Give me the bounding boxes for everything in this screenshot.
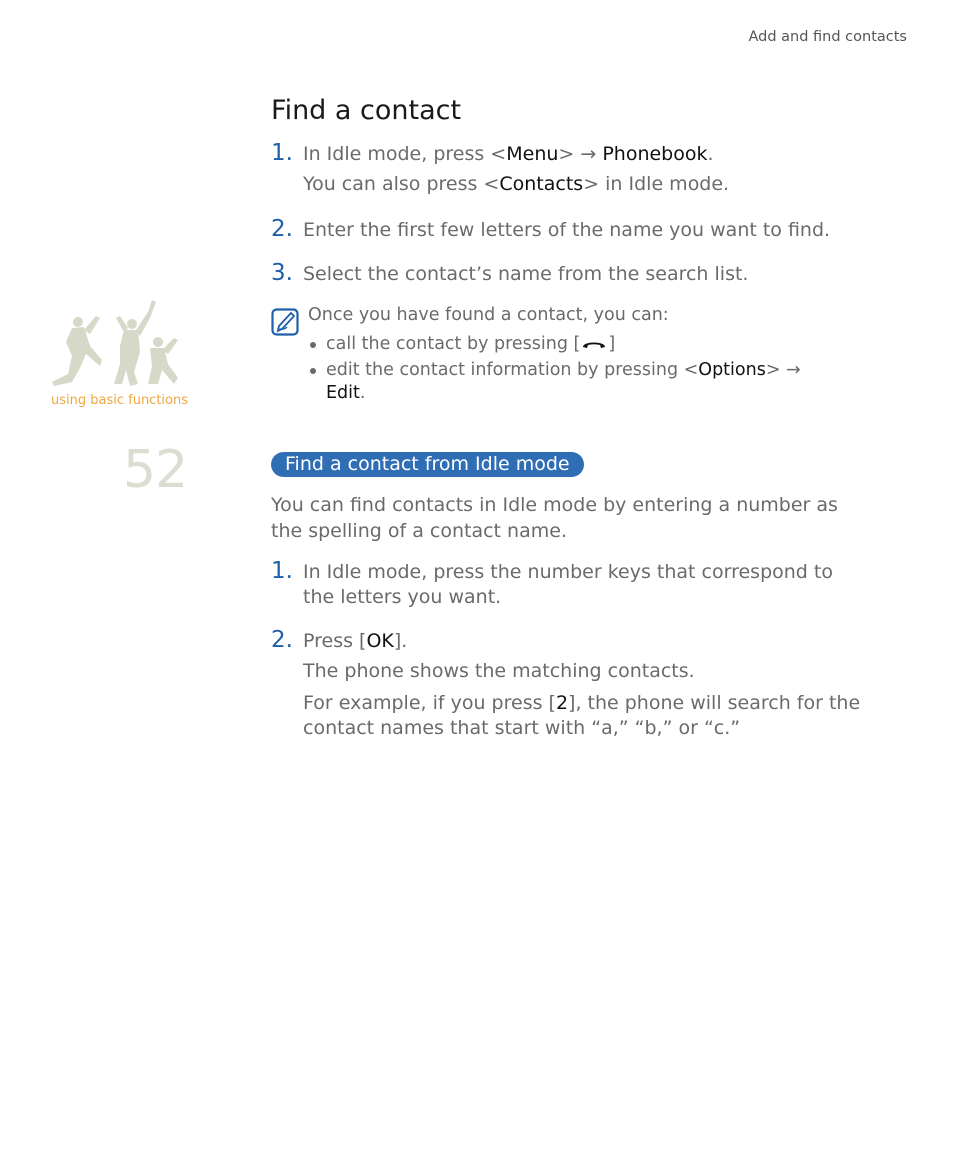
bullet-icon	[310, 368, 316, 374]
bullet-icon	[310, 342, 316, 348]
step-text: Select the contact’s name from the search list.	[303, 263, 749, 285]
edit-key: Edit	[326, 383, 360, 403]
phonebook-key: Phonebook	[602, 143, 708, 165]
dancers-illustration	[50, 294, 185, 390]
running-header: Add and find contacts	[748, 29, 907, 45]
step-2	[271, 218, 861, 243]
section-title: Find a contact	[271, 95, 462, 126]
subsection-heading: Find a contact from Idle mode	[271, 452, 584, 477]
step-number: 1.	[271, 140, 293, 166]
end-call-key-icon	[580, 336, 608, 352]
note-pencil-icon	[271, 308, 299, 336]
ok-key: OK	[366, 630, 394, 652]
number-key: 2	[555, 692, 569, 714]
note-list	[308, 333, 828, 408]
options-key: Options	[698, 360, 766, 380]
step-subtext: The phone shows the matching contacts.	[303, 660, 695, 682]
menu-key: Menu	[506, 143, 559, 165]
step-1	[271, 560, 861, 610]
step-text: Enter the first few letters of the name you want to find.	[303, 219, 831, 241]
contacts-key: Contacts	[499, 173, 584, 195]
step-text: In Idle mode, press the number keys that correspond to the letters you want.	[303, 561, 833, 608]
step-text: In Idle mode, press <Menu> → Phonebook.	[303, 143, 714, 165]
step-text: Press [OK].	[303, 630, 408, 652]
step-number: 1.	[271, 558, 293, 584]
list-item: call the contact by pressing [ ]	[308, 333, 828, 356]
step-subtext: You can also press <Contacts> in Idle mode.	[303, 173, 730, 195]
page-number: 52	[123, 440, 188, 500]
step-2	[271, 629, 861, 741]
intro-paragraph: You can find contacts in Idle mode by entering a number as the spelling of a contact name.	[271, 494, 838, 542]
step-number: 2.	[271, 216, 293, 242]
step-number: 2.	[271, 627, 293, 653]
list-item: edit the contact information by pressing <Options> → Edit.	[308, 359, 828, 405]
step-1	[271, 142, 861, 197]
step-example: For example, if you press [2], the phone will search for the contact names that start with “a,” “b,” or “c.”	[303, 692, 861, 739]
note-intro: Once you have found a contact, you can:	[308, 305, 669, 325]
step-3	[271, 262, 861, 287]
step-number: 3.	[271, 260, 293, 286]
chapter-label: using basic functions	[51, 393, 189, 408]
